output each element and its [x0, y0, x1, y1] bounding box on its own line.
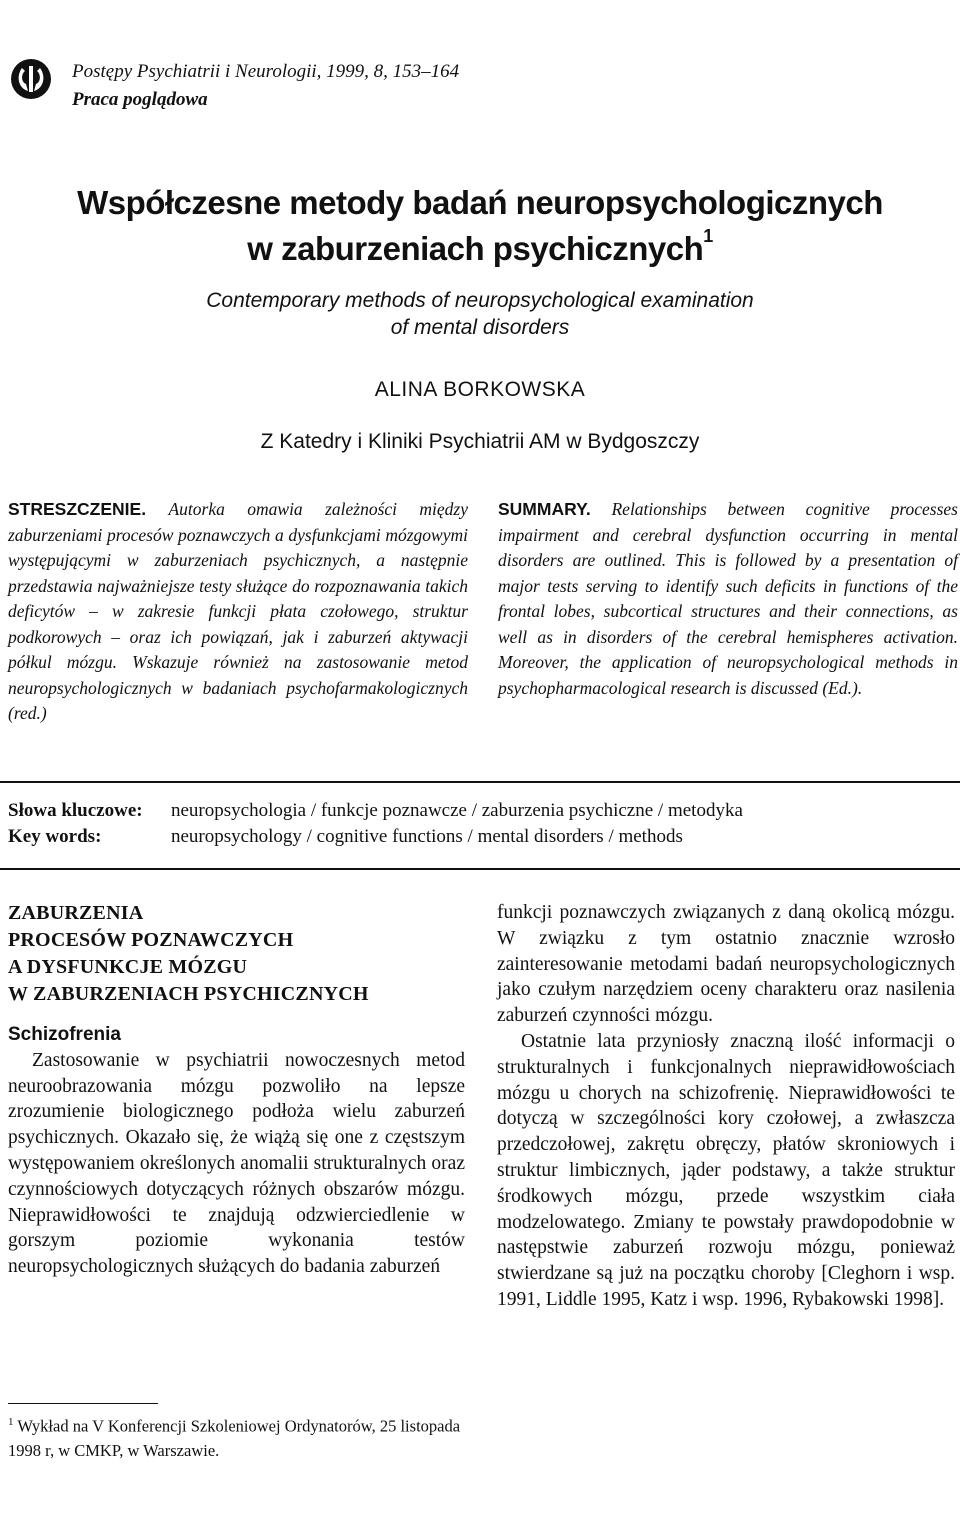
abstract-polish-heading: STRESZCZENIE.	[8, 499, 147, 519]
footnote-rule	[8, 1403, 158, 1404]
abstract-polish	[8, 497, 468, 727]
article-title	[0, 180, 960, 272]
title-line-1: Współczesne metody badań neuropsychologicznych	[77, 184, 883, 221]
section-heading-line: W ZABURZENIACH PSYCHICZNYCH	[8, 983, 369, 1005]
title-line-2-text: w zaburzeniach psychicznych	[247, 230, 704, 267]
english-title	[0, 287, 960, 341]
footnote-mark: 1	[8, 1416, 14, 1428]
section-heading-line: A DYSFUNKCJE MÓZGU	[8, 956, 248, 978]
journal-logo	[10, 58, 52, 100]
keywords-polish	[8, 798, 743, 824]
journal-citation: Postępy Psychiatrii i Neurologii, 1999, 8, 153–164	[72, 61, 460, 82]
divider-bottom	[0, 868, 960, 870]
body-paragraph: funkcji poznawczych związanych z daną okolicą mózgu. W związku z tym ostatnio znacznie wzrosło zainteresowanie metodami badań neuropsychologicznych jako czułym narzędziem oceny charakteru oraz nasilenia zaburzeń czynności mózgu.	[497, 902, 955, 1027]
keywords-polish-label: Słowa kluczowe:	[8, 800, 143, 821]
keywords-english-text: neuropsychology / cognitive functions / mental disorders / methods	[171, 826, 683, 847]
abstract-english-text: Relationships between cognitive processes impairment and cerebral dysfunction occurring in mental disorders are outlined. This is followed by a presentation of major tests serving to identify such deficits in functions of the frontal lobes, subcortical structures and their connections, as well as in disorders of the cerebral hemispheres activation. Moreover, the application of neuropsychological methods in psychopharmacological research is discussed (Ed.).	[498, 499, 958, 698]
title-line-2	[0, 226, 960, 272]
section-heading	[8, 900, 465, 1008]
author-name: ALINA BORKOWSKA	[374, 378, 586, 401]
keywords-english-label: Key words:	[8, 826, 102, 847]
body-paragraph: Ostatnie lata przyniosły znaczną ilość informacji o strukturalnych i funkcjonalnych nieprawidłowościach mózgu u chorych na schizofrenię. Nieprawidłowości te dotyczą w szczególności kory czołowej, a zwłaszcza przedczołowej, zakrętu obręczy, płatów skroniowych i struktur limbicznych, jąder podstawy, a także struktur środkowych mózgu, przede wszystkim ciała modzelowatego. Zmiany te powstały prawdopodobnie w następstwie zaburzeń rozwoju mózgu, ponieważ stwierdzane są już na początku choroby [Cleghorn i wsp. 1991, Liddle 1995, Katz i wsp. 1996, Rybakowski 1998].	[497, 1030, 955, 1310]
body-column-left	[8, 900, 465, 1280]
article-type: Praca poglądowa	[72, 89, 208, 110]
keywords-polish-text: neuropsychologia / funkcje poznawcze / zaburzenia psychiczne / metodyka	[171, 800, 743, 821]
abstract-english	[498, 497, 958, 701]
journal-header	[72, 58, 459, 114]
footnote-text: Wykład na V Konferencji Szkoleniowej Ordynatorów, 25 listopada 1998 r, w CMKP, w Warszawie.	[8, 1416, 461, 1460]
footnote	[8, 1410, 466, 1463]
english-title-line-2: of mental disorders	[390, 316, 570, 339]
section-heading-line: PROCESÓW POZNAWCZYCH	[8, 929, 294, 951]
keywords-english	[8, 824, 683, 850]
author-affiliation: Z Katedry i Kliniki Psychiatrii AM w Bydgoszczy	[260, 430, 700, 453]
section-heading-line: ZABURZENIA	[8, 902, 144, 924]
title-footnote-mark: 1	[703, 226, 713, 246]
body-paragraph: Zastosowanie w psychiatrii nowoczesnych metod neuroobrazowania mózgu pozwoliło na lepsze zrozumienie biologicznego podłoża wielu zaburzeń psychicznych. Okazało się, że wiążą się one z częstszym występowaniem określonych anomalii strukturalnych oraz czynnościowych dotyczących różnych obszarów mózgu. Nieprawidłowości te znajdują odzwierciedlenie w gorszym poziomie wykonania testów neuropsychologicznych służących do badania zaburzeń	[8, 1049, 465, 1278]
abstract-english-heading: SUMMARY.	[498, 499, 591, 519]
english-title-line-1: Contemporary methods of neuropsychological examination	[206, 289, 754, 312]
abstract-polish-text: Autorka omawia zależności między zaburzeniami procesów poznawczych a dysfunkcjami mózgowymi występującymi w zaburzeniach psychicznych, a następnie przedstawia najważniejsze testy służące do rozpoznawania takich deficytów – w zakresie funkcji płata czołowego, struktur podkorowych – oraz ich powiązań, jak i zaburzeń aktywacji półkul mózgu. Wskazuje również na zastosowanie metod neuropsychologicznych w badaniach psychofarmakologicznych (red.)	[8, 499, 469, 723]
divider-top	[0, 781, 960, 783]
body-column-right	[497, 900, 955, 1313]
subsection-heading: Schizofrenia	[8, 1024, 121, 1045]
